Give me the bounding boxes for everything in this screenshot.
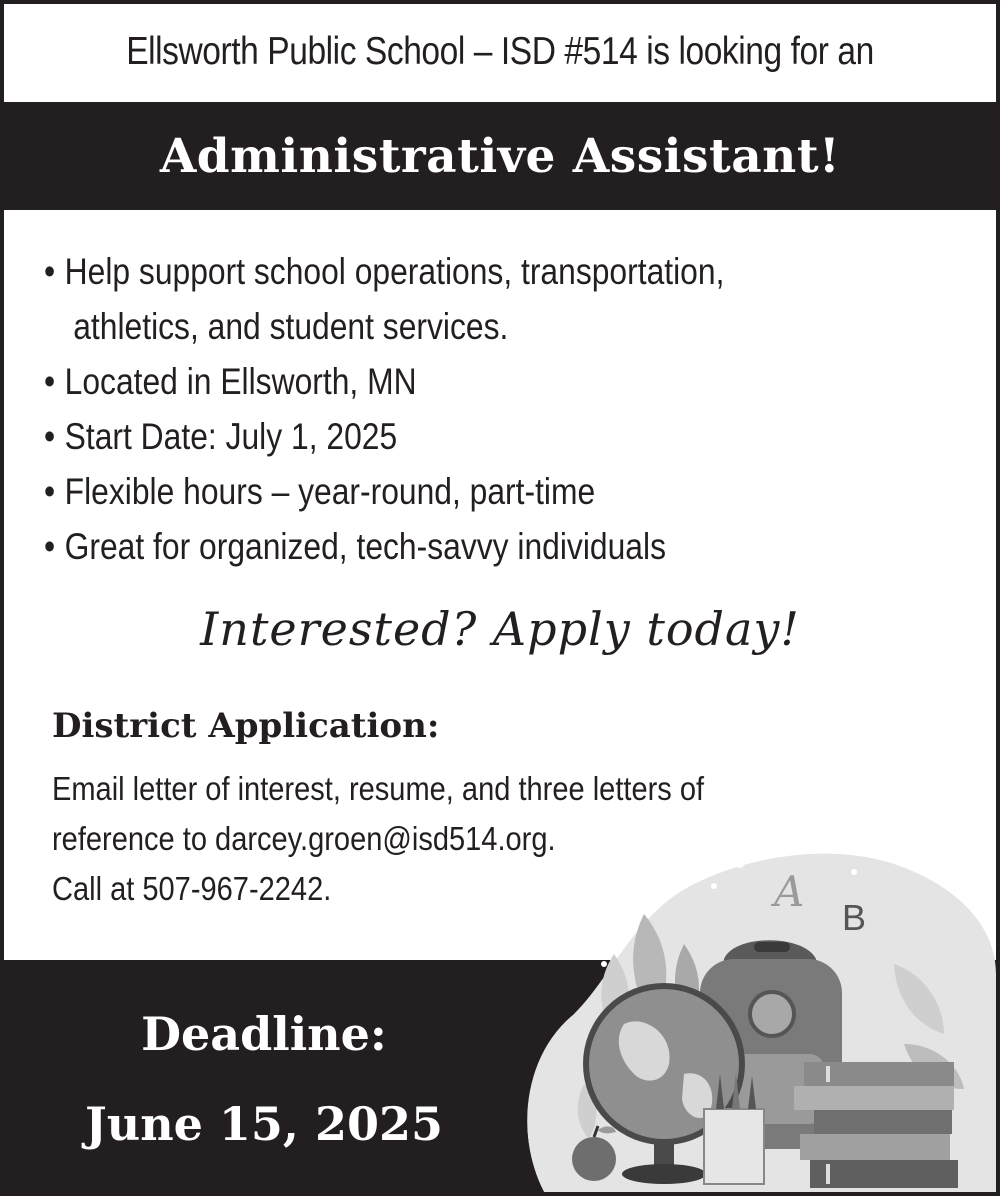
list-item: • Flexible hours – year-round, part-time bbox=[44, 464, 835, 519]
bullet-icon: • bbox=[44, 471, 56, 512]
application-heading: District Application: bbox=[52, 706, 440, 746]
books-icon bbox=[794, 1062, 958, 1188]
application-line: reference to darcey.groen@isd514.org. bbox=[52, 820, 556, 857]
duties-list bbox=[44, 244, 964, 574]
list-item: • Located in Ellsworth, MN bbox=[44, 354, 835, 409]
intro-line: Ellsworth Public School – ISD #514 is looking for an bbox=[126, 30, 874, 73]
letter-b-icon: B bbox=[842, 897, 867, 938]
bullet-icon: • bbox=[44, 251, 56, 292]
bullet-icon: • bbox=[44, 526, 56, 567]
list-item: • Start Date: July 1, 2025 bbox=[44, 409, 835, 464]
list-item-continuation: athletics, and student services. bbox=[73, 306, 509, 347]
letter-a-icon: A bbox=[774, 867, 805, 916]
call-to-action: Interested? Apply today! bbox=[200, 602, 800, 656]
list-item: • Help support school operations, transportation, athletics, and student services. bbox=[44, 244, 835, 354]
list-item: • Great for organized, tech-savvy individuals bbox=[44, 519, 835, 574]
deadline-date: June 15, 2025 bbox=[84, 1097, 443, 1151]
position-title: Administrative Assistant! bbox=[159, 128, 841, 184]
school-supplies-illustration bbox=[504, 834, 996, 1192]
bullet-icon: • bbox=[44, 416, 56, 457]
application-line: Email letter of interest, resume, and three letters of bbox=[52, 770, 705, 807]
title-bar bbox=[4, 102, 996, 210]
application-line: Call at 507-967-2242. bbox=[52, 870, 332, 907]
bullet-icon: • bbox=[44, 361, 56, 402]
deadline bbox=[4, 1004, 524, 1154]
deadline-label: Deadline: bbox=[141, 1007, 387, 1061]
